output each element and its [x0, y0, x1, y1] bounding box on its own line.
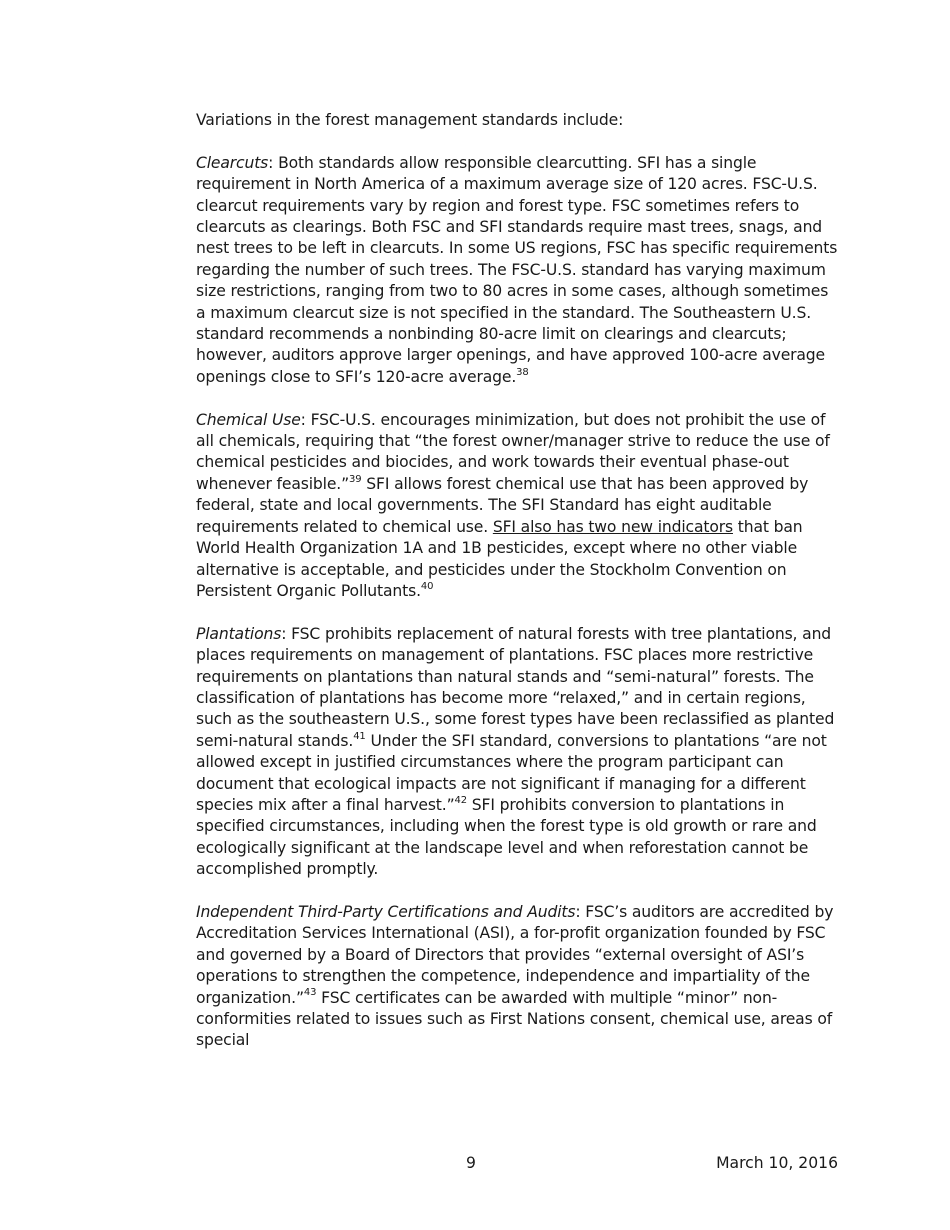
underlined-link-text[interactable]: SFI also has two new indicators	[492, 517, 733, 536]
heading-separator: :	[300, 410, 311, 429]
footer-date: March 10, 2016	[716, 1154, 838, 1172]
section-text: Both standards allow responsible clearcutting. SFI has a single requirement in North America of a maximum average size of 120 acres. FSC-U.S. clearcut requirements vary by region and forest type. FSC sometimes refers to clearcuts as clearings. Both FSC and SFI standards require mast trees, snags, and nest trees to be left in clearcuts. In some US regions, FSC has specific requirements regarding the number of such trees. The FSC-U.S. standard has varying maximum size restrictions, ranging from two to 80 acres in some cases, although sometimes a maximum clearcut size is not specified in the standard. The Southeastern U.S. standard recommends a nonbinding 80-acre limit on clearings and clearcuts; however, auditors approve larger openings, and have approved 100-acre average openings close to SFI’s 120-acre average.	[196, 153, 838, 386]
section-chemical-use	[196, 410, 842, 603]
page-number: 9	[466, 1154, 476, 1172]
heading-separator: :	[281, 624, 292, 643]
footnote-ref: 38	[516, 366, 529, 378]
section-heading: Chemical Use	[196, 410, 301, 429]
section-text: FSC certificates can be awarded with multiple “minor” non-conformities related to issues such as First Nations consent, chemical use, areas of special	[196, 988, 833, 1050]
section-text: that ban World Health Organization 1A and 1B pesticides, except where no other viable alternative is acceptable, and pesticides under the Stockholm Convention on Persistent Organic Pollutants.	[196, 517, 803, 600]
heading-separator: :	[575, 902, 586, 921]
footnote-ref: 40	[420, 580, 434, 592]
footnote-ref: 42	[454, 794, 467, 806]
section-certifications-audits	[196, 902, 842, 1052]
section-heading: Independent Third-Party Certifications and Audits	[196, 902, 576, 921]
footnote-ref: 41	[353, 730, 366, 742]
document-body	[196, 110, 842, 1073]
heading-separator: :	[268, 153, 279, 172]
section-text: FSC’s auditors are accredited by Accreditation Services International (ASI), a for-profit organization founded by FSC and governed by a Board of Directors that provides “external oversight of ASI’s operations to strengthen the competence, independence and impartiality of the organization.”	[196, 902, 834, 1007]
section-clearcuts	[196, 153, 842, 388]
section-text: FSC prohibits replacement of natural forests with tree plantations, and places requirements on management of plantations. FSC places more restrictive requirements on plantations than natural stands and “semi-natural” forests. The classification of plantations has become more “relaxed,” and in certain regions, such as the southeastern U.S., some forest types have been reclassified as planted semi-natural stands.	[196, 624, 835, 750]
section-plantations	[196, 624, 842, 881]
section-text: FSC-U.S. encourages minimization, but does not prohibit the use of all chemicals, requiring that “the forest owner/manager strive to reduce the use of chemical pesticides and biocides, and work towards their eventual phase-out whenever feasible.”	[196, 410, 830, 493]
section-text: SFI prohibits conversion to plantations in specified circumstances, including when the forest type is old growth or rare and ecologically significant at the landscape level and when reforestation cannot be accomplished promptly.	[196, 795, 817, 879]
section-heading: Plantations	[196, 624, 282, 643]
section-text: SFI allows forest chemical use that has been approved by federal, state and local governments. The SFI Standard has eight auditable requirements related to chemical use.	[196, 474, 809, 536]
footnote-ref: 39	[349, 473, 362, 485]
intro-paragraph: Variations in the forest management standards include:	[196, 111, 624, 129]
footnote-ref: 43	[303, 987, 317, 999]
section-heading: Clearcuts	[196, 153, 269, 172]
section-text: Under the SFI standard, conversions to plantations “are not allowed except in justified circumstances where the program participant can document that ecological impacts are not significant if managing for a different species mix after a final harvest.”	[196, 731, 827, 814]
